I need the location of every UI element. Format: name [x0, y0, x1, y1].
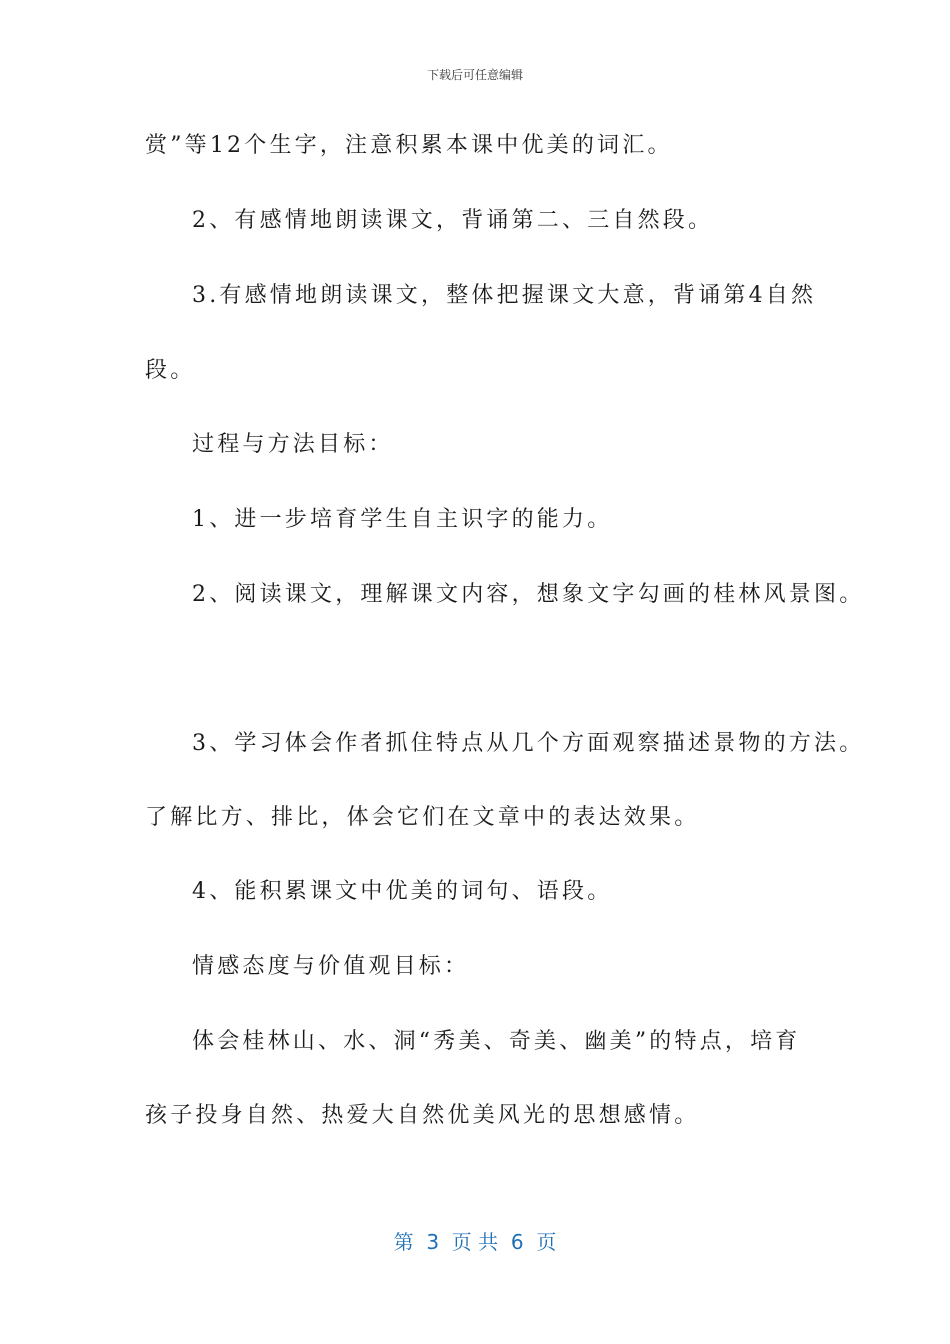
text-line-10: 4、能积累课文中优美的词句、语段。: [192, 879, 613, 904]
text-line-1: 赏”等12个生字，注意积累本课中优美的词汇。: [145, 133, 673, 158]
section-heading-emotion: 情感态度与价值观目标：: [192, 954, 470, 979]
text-line-6: 1、进一步培育学生自主识字的能力。: [192, 507, 613, 532]
text-line-13: 孩子投身自然、热爱大自然优美风光的思想感情。: [145, 1103, 700, 1128]
text-line-8: 3、学习体会作者抓住特点从几个方面观察描述景物的方法。: [192, 731, 865, 756]
page-header: 下载后可任意编辑: [426, 68, 523, 82]
text-line-3: 3.有感情地朗读课文，整体把握课文大意，背诵第4自然: [192, 283, 817, 308]
text-line-2: 2、有感情地朗读课文，背诵第二、三自然段。: [192, 208, 714, 233]
section-heading-process: 过程与方法目标：: [192, 432, 394, 457]
text-line-9: 了解比方、排比，体会它们在文章中的表达效果。: [145, 805, 700, 830]
page-number-footer: 第 3 页 共 6 页: [393, 1230, 557, 1254]
text-line-12: 体会桂林山、水、洞“秀美、奇美、幽美”的特点，培育: [192, 1029, 801, 1054]
text-line-4: 段。: [145, 358, 196, 383]
text-line-7: 2、阅读课文，理解课文内容，想象文字勾画的桂林风景图。: [192, 582, 865, 607]
